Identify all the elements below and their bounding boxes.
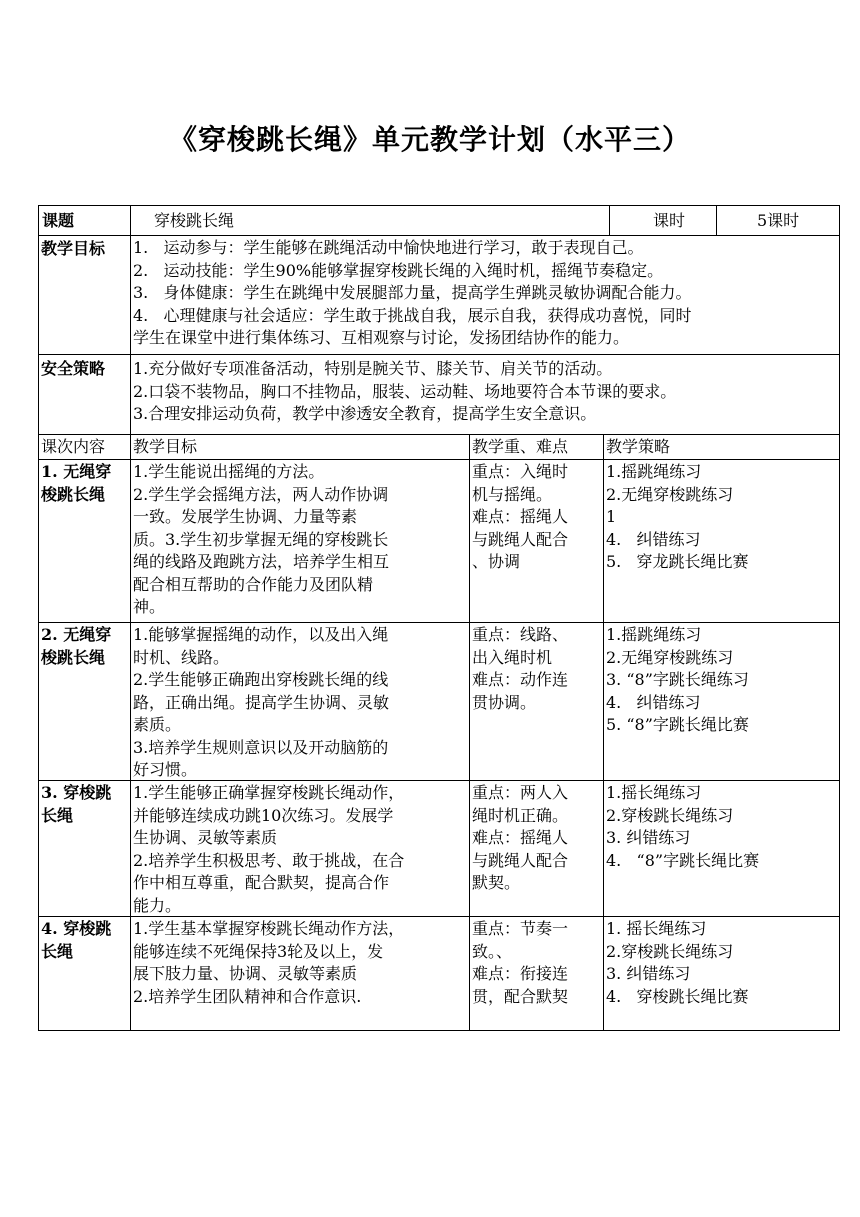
divider bbox=[609, 206, 610, 235]
objectives-content bbox=[130, 236, 839, 354]
objective-line: 1. 运动参与：学生能够在跳绳活动中愉快地进行学习，敢于表现自己。 bbox=[133, 238, 644, 257]
strategy-line: 4. 纠错练习 bbox=[606, 529, 701, 549]
goal-line: 3.培养学生规则意识以及开动脑筋的 bbox=[133, 737, 389, 757]
keypoint-line: 重点：节奏一 bbox=[472, 919, 569, 938]
divider bbox=[716, 206, 717, 235]
lesson-name-line: 2. 无绳穿 bbox=[41, 625, 112, 644]
keypoint-line: 机与摇绳。 bbox=[472, 484, 553, 504]
objectives-row bbox=[38, 236, 840, 355]
safety-line: 2.口袋不装物品，胸口不挂物品，服装、运动鞋、场地要符合本节课的要求。 bbox=[133, 381, 677, 401]
keypoint-line: 致。、 bbox=[472, 941, 513, 961]
topic-row bbox=[38, 205, 840, 236]
lesson-name bbox=[39, 781, 130, 916]
strategy-line: 4. “8”字跳长绳比赛 bbox=[606, 850, 760, 870]
lesson-name-line: 梭跳长绳 bbox=[41, 484, 106, 504]
goal-line: 神。 bbox=[133, 597, 166, 616]
hours-label: 课时 bbox=[653, 211, 686, 230]
lesson-row bbox=[38, 623, 840, 781]
objective-line: 2. 运动技能：学生90%能够掌握穿梭跳长绳的入绳时机，摇绳节奏稳定。 bbox=[133, 260, 664, 280]
lesson-name bbox=[39, 623, 130, 780]
strategy-line: 1.摇长绳练习 bbox=[606, 783, 702, 802]
keypoint-line: 重点：线路、 bbox=[472, 625, 569, 644]
keypoint-line: 难点：动作连 bbox=[472, 670, 569, 689]
strategy-line: 3. 纠错练习 bbox=[606, 828, 691, 847]
strategy-line: 5. “8”字跳长绳比赛 bbox=[606, 715, 749, 734]
goal-line: 时机、线路。 bbox=[133, 647, 230, 667]
lesson-name-line: 梭跳长绳 bbox=[41, 647, 106, 667]
goal-line: 生协调、灵敏等素质 bbox=[133, 828, 278, 847]
strategy-line: 4. 穿梭跳长绳比赛 bbox=[606, 986, 749, 1006]
lesson-name-line: 长绳 bbox=[41, 805, 74, 825]
objective-line: 4. 心理健康与社会适应：学生敢于挑战自我，展示自我，获得成功喜悦，同时 bbox=[133, 305, 692, 325]
lesson-goals bbox=[130, 781, 469, 916]
lesson-name bbox=[39, 460, 130, 622]
keypoint-line: 出入绳时机 bbox=[472, 647, 553, 667]
goal-line: 2.学生学会摇绳方法，两人动作协调 bbox=[133, 484, 389, 504]
strategy-line: 2.穿梭跳长绳练习 bbox=[606, 805, 734, 825]
strategy-line: 2.无绳穿梭跳练习 bbox=[606, 647, 734, 667]
strategy-line: 1. 摇长绳练习 bbox=[606, 919, 707, 938]
strategy-line: 1.摇跳绳练习 bbox=[606, 625, 702, 644]
goal-line: 2.培养学生积极思考、敢于挑战，在合 bbox=[133, 850, 405, 870]
keypoint-line: 默契。 bbox=[472, 873, 521, 892]
keypoint-line: 与跳绳人配合 bbox=[472, 850, 569, 870]
keypoint-line: 贯协调。 bbox=[472, 692, 537, 712]
keypoint-line: 绳时机正确。 bbox=[472, 805, 569, 825]
goal-line: 1.学生基本掌握穿梭跳长绳动作方法， bbox=[133, 919, 405, 938]
safety-line: 1.充分做好专项准备活动，特别是腕关节、膝关节、肩关节的活动。 bbox=[133, 359, 613, 378]
lesson-name bbox=[39, 917, 130, 1030]
goal-line: 配合相互帮助的合作能力及团队精 bbox=[133, 574, 374, 594]
strategy-line: 5. 穿龙跳长绳比赛 bbox=[606, 552, 749, 571]
strategy-line: 3. “8”字跳长绳练习 bbox=[606, 670, 749, 689]
lesson-goals bbox=[130, 460, 469, 622]
lesson-keypoints bbox=[469, 460, 603, 622]
goal-line: 并能够连续成功跳10次练习。发展学 bbox=[133, 805, 394, 825]
goal-line: 一致。发展学生协调、力量等素 bbox=[133, 507, 358, 526]
goal-line: 能力。 bbox=[133, 895, 182, 915]
lesson-goals bbox=[130, 623, 469, 780]
safety-content bbox=[130, 355, 839, 434]
objective-line: 3. 身体健康：学生在跳绳中发展腿部力量，提高学生弹跳灵敏协调配合能力。 bbox=[133, 283, 692, 302]
lesson-row bbox=[38, 781, 840, 917]
topic-value: 穿梭跳长绳 bbox=[154, 211, 235, 230]
lesson-strategies bbox=[603, 917, 839, 1030]
safety-line: 3.合理安排运动负荷，教学中渗透安全教育，提高学生安全意识。 bbox=[133, 404, 597, 423]
column-header-keypoints: 教学重、难点 bbox=[469, 435, 603, 459]
hours-value: 5课时 bbox=[757, 211, 800, 230]
lesson-row bbox=[38, 460, 840, 623]
goal-line: 好习惯。 bbox=[133, 760, 198, 779]
strategy-line: 4. 纠错练习 bbox=[606, 692, 701, 712]
lesson-name-line: 4. 穿梭跳 bbox=[41, 919, 112, 938]
strategy-line: 1 bbox=[606, 507, 617, 526]
goal-line: 2.学生能够正确跑出穿梭跳长绳的线 bbox=[133, 670, 389, 689]
lesson-keypoints bbox=[469, 781, 603, 916]
goal-line: 路，正确出绳。提高学生协调、灵敏 bbox=[133, 692, 390, 712]
objectives-label: 教学目标 bbox=[41, 239, 106, 258]
columns-row bbox=[38, 435, 840, 460]
lesson-keypoints bbox=[469, 917, 603, 1030]
column-header-lesson: 课次内容 bbox=[41, 437, 106, 456]
keypoint-line: 难点：摇绳人 bbox=[472, 828, 569, 847]
keypoint-line: 贯，配合默契 bbox=[472, 986, 569, 1006]
strategy-line: 2.无绳穿梭跳练习 bbox=[606, 484, 734, 504]
lesson-keypoints bbox=[469, 623, 603, 780]
goal-line: 绳的线路及跑跳方法，培养学生相互 bbox=[133, 552, 390, 571]
goal-line: 1.学生能够正确掌握穿梭跳长绳动作， bbox=[133, 783, 405, 802]
strategy-line: 1.摇跳绳练习 bbox=[606, 462, 702, 481]
keypoint-line: 难点：摇绳人 bbox=[472, 507, 569, 526]
lesson-name-line: 长绳 bbox=[41, 941, 74, 961]
safety-label: 安全策略 bbox=[41, 359, 106, 378]
strategy-line: 3. 纠错练习 bbox=[606, 964, 691, 983]
lesson-row bbox=[38, 917, 840, 1031]
lesson-strategies bbox=[603, 781, 839, 916]
lesson-name-line: 3. 穿梭跳 bbox=[41, 783, 112, 802]
strategy-line: 2.穿梭跳长绳练习 bbox=[606, 941, 734, 961]
keypoint-line: 、协调 bbox=[472, 552, 521, 571]
lesson-strategies bbox=[603, 460, 839, 622]
objective-line: 学生在课堂中进行集体练习、互相观察与讨论，发扬团结协作的能力。 bbox=[133, 328, 630, 347]
page-title: 《穿梭跳长绳》单元教学计划（水平三） bbox=[168, 123, 691, 156]
column-header-goals: 教学目标 bbox=[130, 435, 469, 459]
goal-line: 1.能够掌握摇绳的动作，以及出入绳 bbox=[133, 625, 389, 644]
goal-line: 能够连续不死绳保持3轮及以上，发 bbox=[133, 941, 384, 961]
goal-line: 质。3.学生初步掌握无绳的穿梭跳长 bbox=[133, 529, 389, 549]
goal-line: 1.学生能说出摇绳的方法。 bbox=[133, 462, 325, 481]
lesson-name-line: 1. 无绳穿 bbox=[41, 462, 112, 481]
goal-line: 展下肢力量、协调、灵敏等素质 bbox=[133, 964, 358, 983]
keypoint-line: 重点：入绳时 bbox=[472, 462, 569, 481]
lesson-goals bbox=[130, 917, 469, 1030]
goal-line: 作中相互尊重，配合默契，提高合作 bbox=[133, 873, 390, 892]
lesson-strategies bbox=[603, 623, 839, 780]
goal-line: 2.培养学生团队精神和合作意识. bbox=[133, 986, 362, 1006]
keypoint-line: 与跳绳人配合 bbox=[472, 529, 569, 549]
column-header-strategies: 教学策略 bbox=[603, 435, 839, 459]
divider bbox=[130, 206, 131, 235]
keypoint-line: 难点：衔接连 bbox=[472, 964, 569, 983]
safety-row bbox=[38, 355, 840, 435]
goal-line: 素质。 bbox=[133, 715, 182, 734]
keypoint-line: 重点：两人入 bbox=[472, 783, 569, 802]
topic-label: 课题 bbox=[42, 211, 75, 230]
